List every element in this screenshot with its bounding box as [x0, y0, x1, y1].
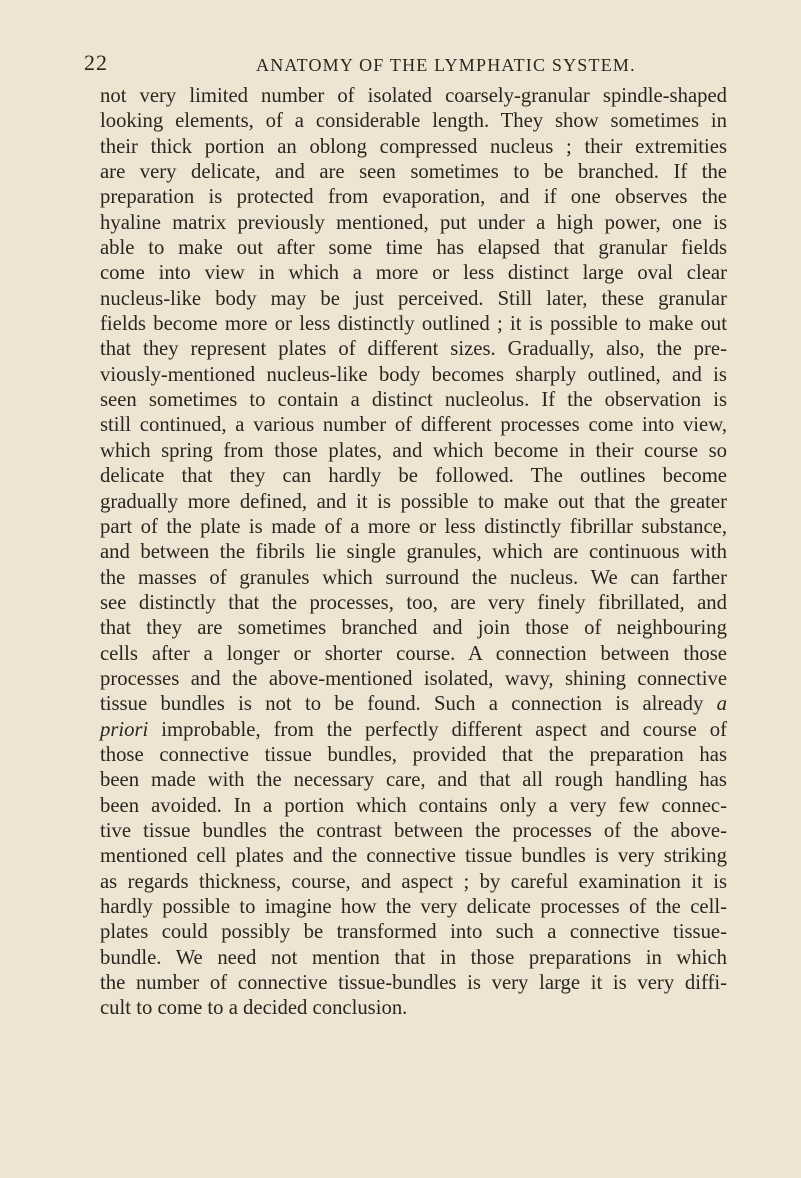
text-line: their thick portion an oblong compressed nucleus ; their extremities	[100, 135, 727, 158]
text-line: tive tissue bundles the contrast between the processes of the above-	[100, 819, 727, 842]
italic-a: a	[716, 693, 727, 716]
text-line	[100, 692, 727, 717]
text-line: cells after a longer or shorter course. A connection between those	[100, 642, 727, 665]
text-line: not very limited number of isolated coarsely-granular spindle-shaped	[100, 85, 727, 107]
text-line: are very delicate, and are seen sometimes to be branched. If the	[100, 161, 727, 184]
text-line: gradually more defined, and it is possible to make out that the greater	[100, 490, 727, 513]
text-line: bundle. We need not mention that in those preparations in which	[100, 946, 727, 969]
text-line: as regards thickness, course, and aspect ; by careful examination it is	[100, 870, 727, 893]
text-line: cult to come to a decided conclusion.	[100, 997, 408, 1020]
text-line: preparation is protected from evaporation, and if one observes the	[100, 186, 727, 209]
italic-priori: priori	[100, 718, 149, 741]
text-segment: improbable, from the perfectly different aspect and course of	[148, 718, 727, 741]
text-line: delicate that they can hardly be followed. The outlines become	[100, 465, 727, 488]
text-line: nucleus-like body may be just perceived. Still later, these granular	[100, 287, 727, 310]
text-line: come into view in which a more or less distinct large oval clear	[100, 262, 727, 285]
text-line	[100, 718, 727, 743]
text-line: the masses of granules which surround the nucleus. We can farther	[100, 566, 727, 589]
text-line: and between the fibrils lie single granules, which are continuous with	[100, 541, 727, 564]
text-line: viously-mentioned nucleus-like body becomes sharply outlined, and is	[100, 363, 727, 386]
text-line: mentioned cell plates and the connective tissue bundles is very striking	[100, 845, 727, 868]
page-number: 22	[84, 50, 108, 75]
text-line: part of the plate is made of a more or less distinctly fibrillar substance,	[100, 515, 727, 538]
text-line: plates could possibly be transformed into such a connective tissue-	[100, 921, 727, 944]
text-line: that they are sometimes branched and join those of neighbouring	[100, 617, 727, 640]
text-line: the number of connective tissue-bundles is very large it is very diffi-	[100, 972, 727, 995]
text-line: see distinctly that the processes, too, are very finely fibrillated, and	[100, 591, 727, 614]
text-line: been avoided. In a portion which contains only a very few connec-	[100, 794, 727, 817]
text-line: hyaline matrix previously mentioned, put under a high power, one is	[100, 211, 727, 234]
text-line: fields become more or less distinctly outlined ; it is possible to make out	[100, 313, 727, 336]
text-line: looking elements, of a considerable length. They show sometimes in	[100, 110, 727, 133]
text-line: been made with the necessary care, and that all rough handling has	[100, 769, 727, 792]
text-line: that they represent plates of different sizes. Gradually, also, the pre-	[100, 338, 727, 361]
text-line: seen sometimes to contain a distinct nucleolus. If the observation is	[100, 389, 727, 412]
text-segment: tissue bundles is not to be found. Such a connection is already	[100, 693, 704, 716]
text-line: processes and the above-mentioned isolated, wavy, shining connective	[100, 667, 727, 690]
text-line: hardly possible to imagine how the very delicate processes of the cell-	[100, 896, 727, 918]
running-head	[84, 50, 724, 78]
text-line: which spring from those plates, and which become in their course so	[100, 439, 727, 462]
running-title: ANATOMY OF THE LYMPHATIC SYSTEM.	[256, 55, 636, 75]
text-line: able to make out after some time has elapsed that granular fields	[100, 237, 727, 260]
text-line: those connective tissue bundles, provided that the preparation has	[100, 743, 727, 766]
body-text	[100, 84, 727, 1022]
text-line: still continued, a various number of different processes come into view,	[100, 414, 727, 437]
